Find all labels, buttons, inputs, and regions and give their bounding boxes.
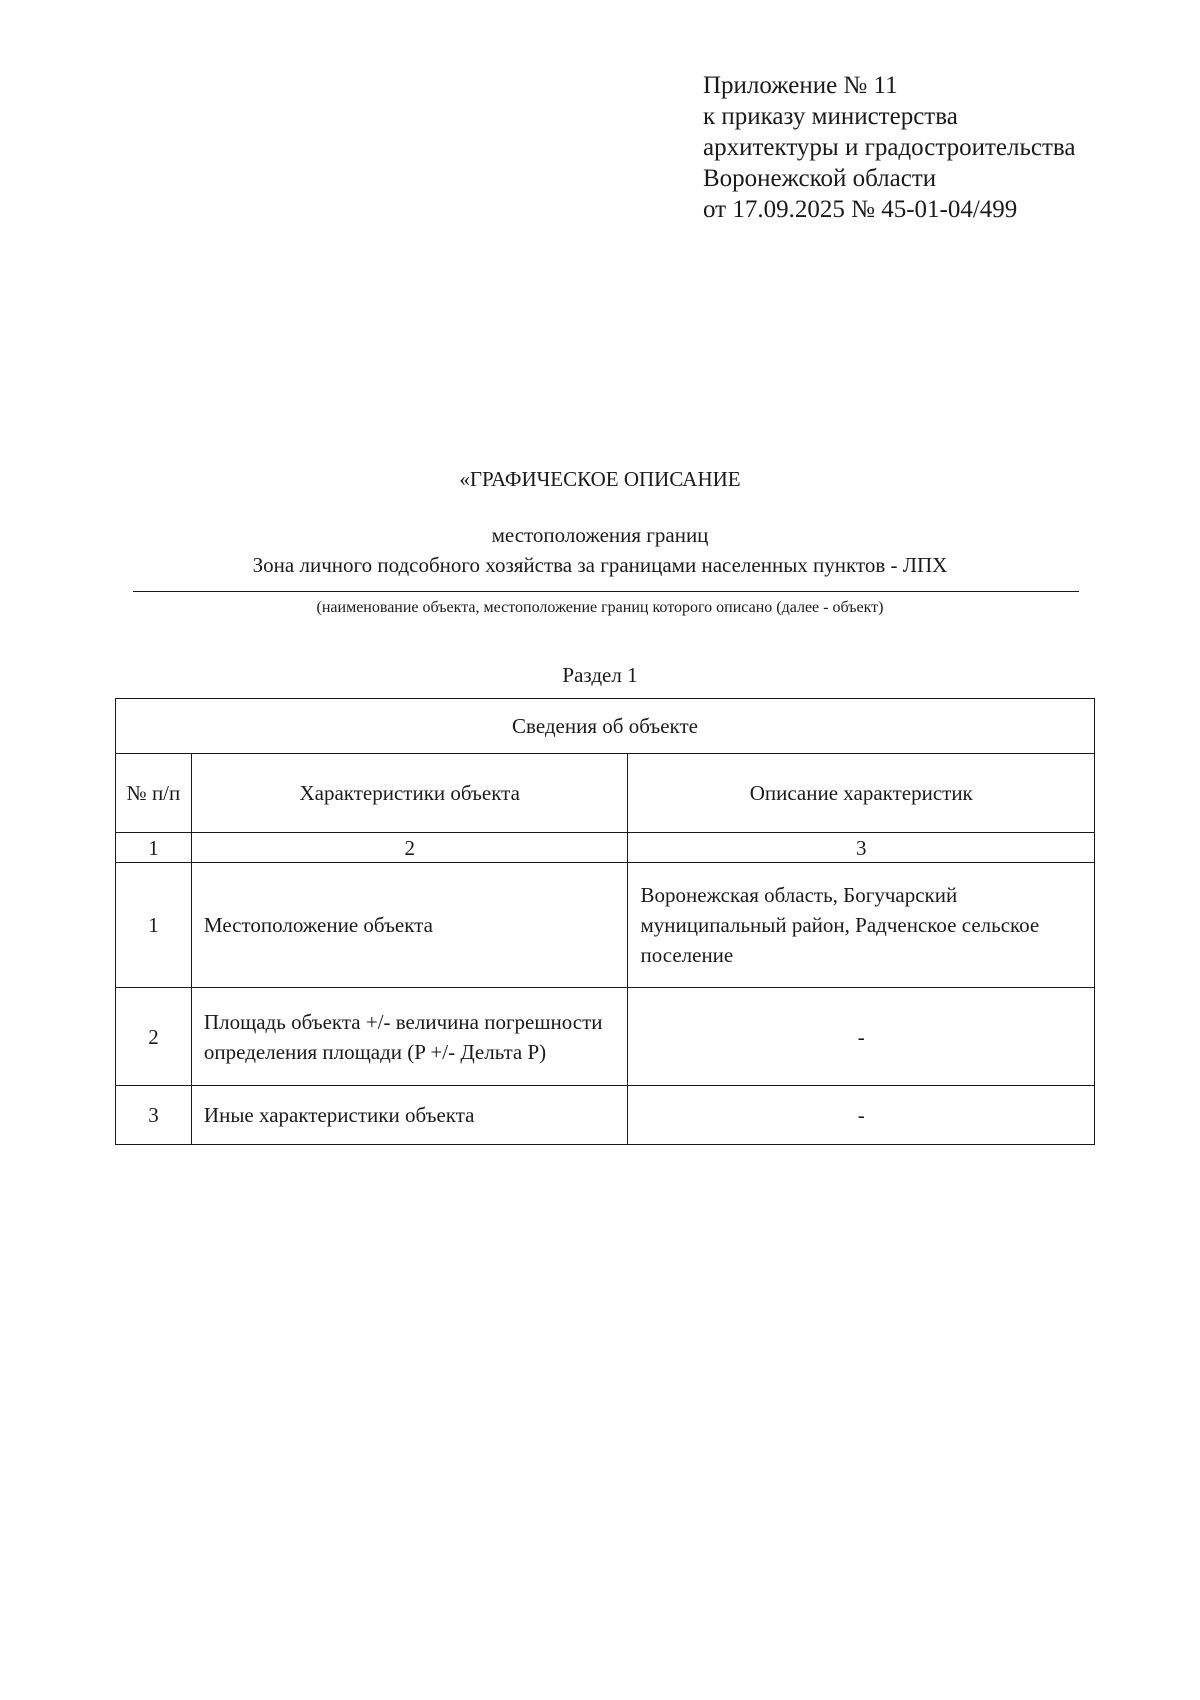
header-number: № п/п (116, 754, 192, 833)
underline-rule (133, 591, 1079, 592)
region-line: Воронежской области (703, 165, 937, 192)
section-title: Раздел 1 (562, 663, 638, 687)
object-info-table (115, 698, 1095, 1145)
row-description: - (628, 988, 1095, 1086)
document-subtitle: местоположения границ (491, 523, 709, 547)
table-row (116, 863, 1095, 988)
ministry-line: архитектуры и градостроительства (703, 134, 1076, 161)
row-characteristic: Иные характеристики объекта (191, 1086, 628, 1145)
header-characteristic: Характеристики объекта (191, 754, 628, 833)
order-date-line: от 17.09.2025 № 45-01-04/499 (703, 196, 1018, 223)
column-numbers-row (116, 833, 1095, 863)
table-header-row (116, 754, 1095, 833)
row-number: 1 (116, 863, 192, 988)
column-number: 1 (116, 833, 192, 863)
row-characteristic: Площадь объекта +/- величина погрешности определения площади (P +/- Дельта P) (191, 988, 628, 1086)
table-row (116, 1086, 1095, 1145)
object-name: Зона личного подсобного хозяйства за границами населенных пунктов - ЛПХ (252, 553, 948, 577)
table-caption-row (116, 699, 1095, 754)
order-line: к приказу министерства (703, 103, 958, 130)
column-number: 3 (628, 833, 1095, 863)
row-characteristic: Местоположение объекта (191, 863, 628, 988)
row-number: 2 (116, 988, 192, 1086)
order-reference (703, 70, 1075, 225)
header-description: Описание характеристик (628, 754, 1095, 833)
appendix-number: Приложение № 11 (703, 72, 898, 99)
row-description: - (628, 1086, 1095, 1145)
document-title: «ГРАФИЧЕСКОЕ ОПИСАНИЕ (459, 467, 741, 491)
table-row (116, 988, 1095, 1086)
row-description: Воронежская область, Богучарский муниципальный район, Радченское сельское поселение (628, 863, 1095, 988)
object-name-note: (наименование объекта, местоположение границ которого описано (далее - объект) (316, 599, 884, 616)
table-caption: Сведения об объекте (116, 699, 1095, 754)
row-number: 3 (116, 1086, 192, 1145)
column-number: 2 (191, 833, 628, 863)
